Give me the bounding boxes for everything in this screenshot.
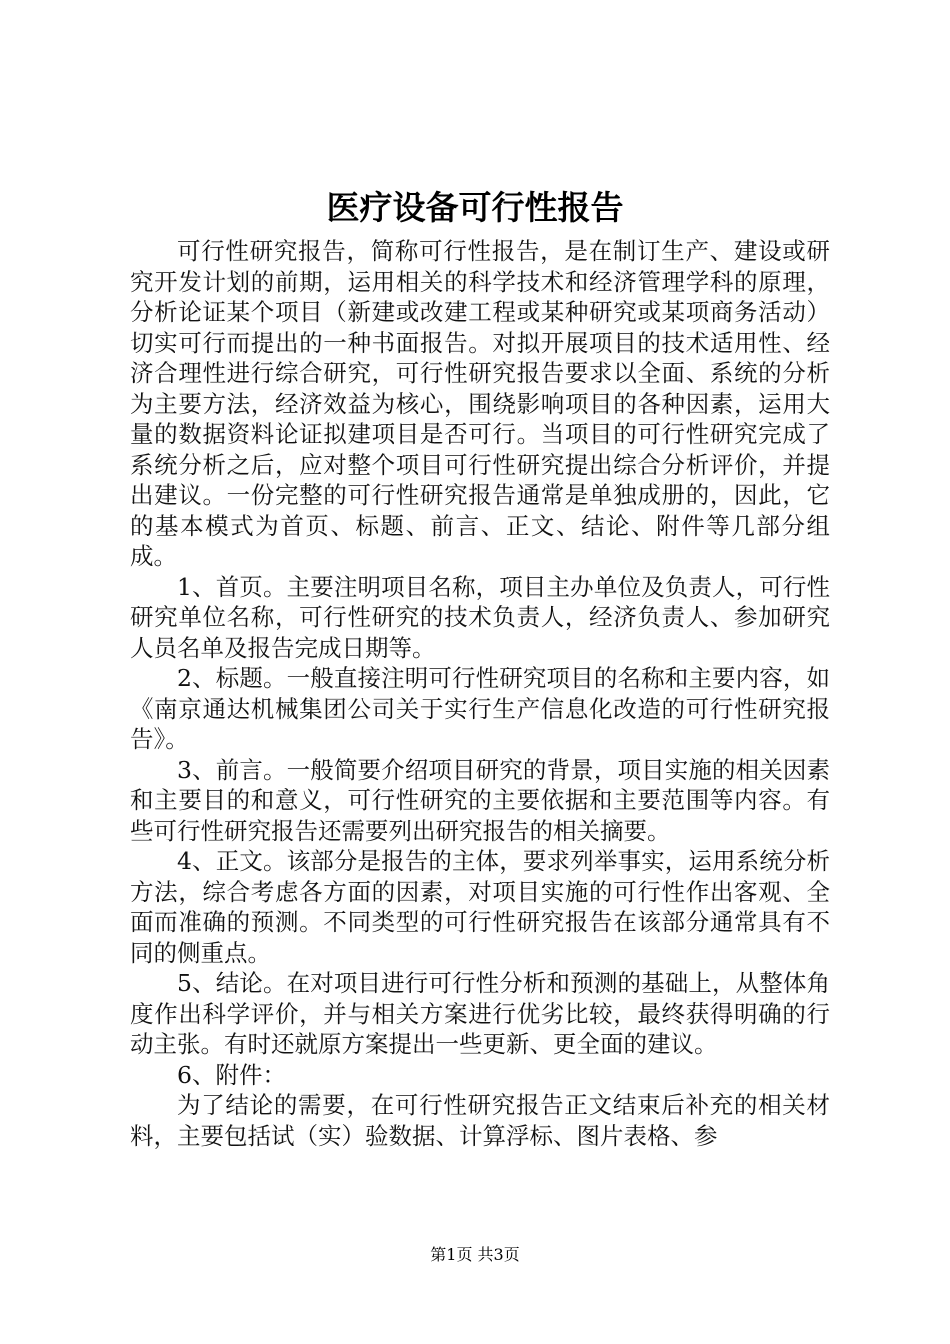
paragraph-attachments-heading: 6、附件： [177,1060,286,1089]
paragraph-preface: 3、前言。一般简要介绍项目研究的背景，项目实施的相关因素和主要目的和意义，可行性研究的主要依据和主要范围等内容。有些可行性研究报告还需要列出研究报告的相关摘要。 [130,755,830,845]
page-footer: 第1页 共3页 [430,1245,520,1264]
paragraph-attachments: 为了结论的需要，在可行性研究报告正文结束后补充的相关材料，主要包括试（实）验数据、计算浮标、图片表格、参 [130,1091,830,1150]
document-title: 医疗设备可行性报告 [326,188,624,227]
paragraph-intro: 可行性研究报告，简称可行性报告，是在制订生产、建设或研究开发计划的前期，运用相关的科学技术和经济管理学科的原理，分析论证某个项目（新建或改建工程或某种研究或某项商务活动）切实可行而提出的一种书面报告。对拟开展项目的技术适用性、经济合理性进行综合研究，可行性研究报告要求以全面、系统的分析为主要方法，经济效益为核心，围绕影响项目的各种因素，运用大量的数据资料论证拟建项目是否可行。当项目的可行性研究完成了系统分析之后，应对整个项目可行性研究提出综合分析评价，并提出建议。一份完整的可行性研究报告通常是单独成册的，因此，它的基本模式为首页、标题、前言、正文、结论、附件等几部分组成。 [130,237,830,570]
paragraph-title-section: 2、标题。一般直接注明可行性研究项目的名称和主要内容，如《南京通达机械集团公司关于实行生产信息化改造的可行性研究报告》。 [130,664,830,753]
paragraph-main-body: 4、正文。该部分是报告的主体，要求列举事实，运用系统分析方法，综合考虑各方面的因素，对项目实施的可行性作出客观、全面而准确的预测。不同类型的可行性研究报告在该部分通常具有不同的侧重点。 [130,847,830,967]
paragraph-conclusion: 5、结论。在对项目进行可行性分析和预测的基础上，从整体角度作出科学评价，并与相关方案进行优劣比较，最终获得明确的行动主张。有时还就原方案提出一些更新、更全面的建议。 [130,969,830,1058]
document-body [130,236,830,1151]
paragraph-cover-page: 1、首页。主要注明项目名称，项目主办单位及负责人，可行性研究单位名称，可行性研究的技术负责人，经济负责人、参加研究人员名单及报告完成日期等。 [130,572,830,662]
